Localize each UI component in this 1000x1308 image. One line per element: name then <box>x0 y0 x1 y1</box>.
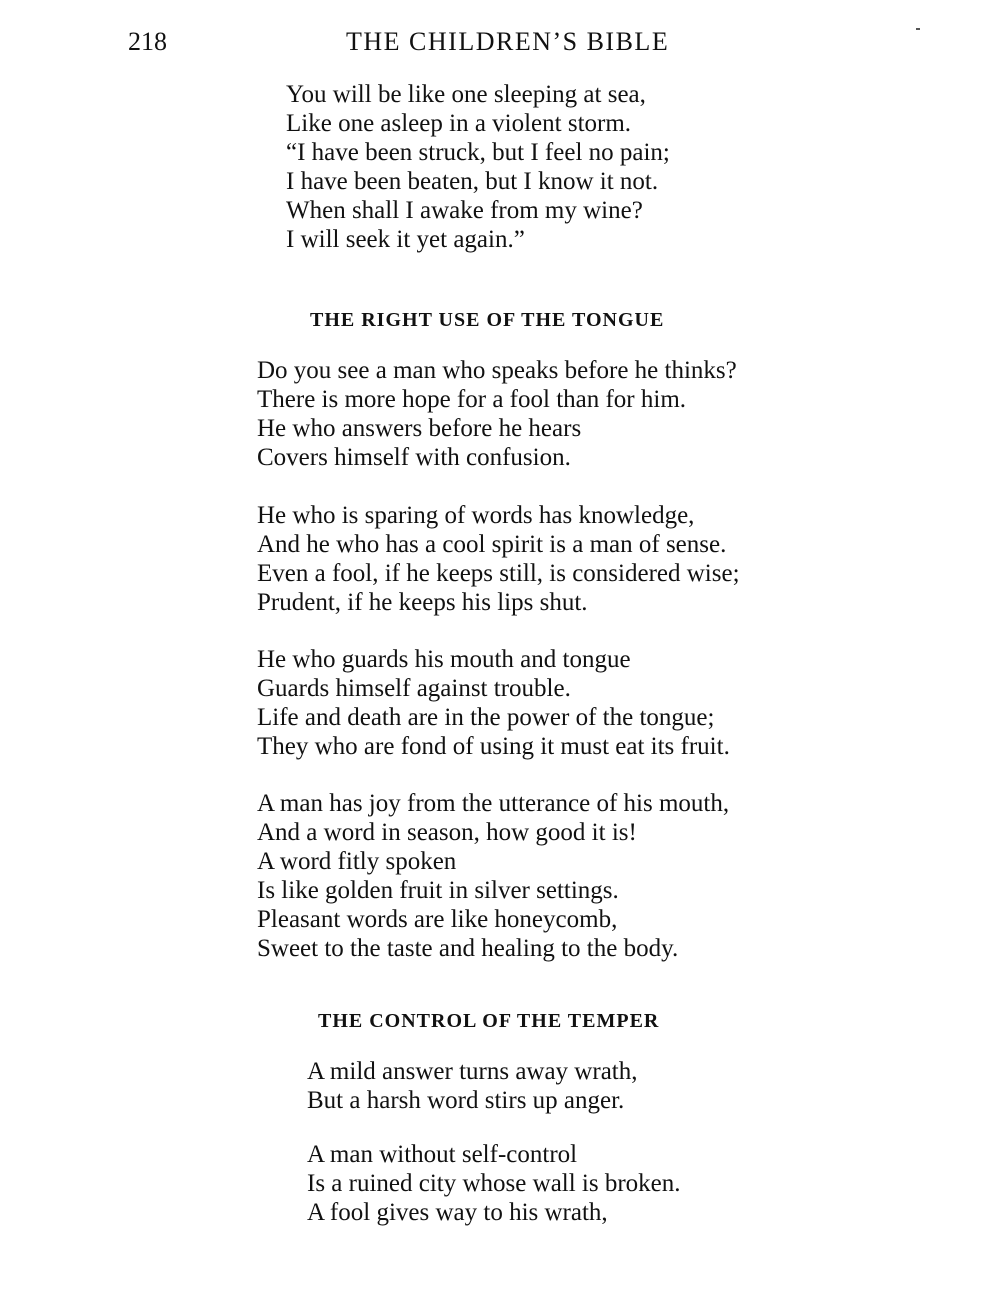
verse-line: Guards himself against trouble. <box>257 675 571 702</box>
opening-stanza <box>286 80 670 254</box>
section-heading-temper: THE CONTROL OF THE TEMPER <box>318 1010 660 1032</box>
temper-stanza-1 <box>307 1057 637 1115</box>
verse-line: He who guards his mouth and tongue <box>257 646 631 673</box>
running-title: THE CHILDREN’S BIBLE <box>346 27 670 56</box>
tongue-stanza-3 <box>257 645 730 761</box>
verse-line: And he who has a cool spirit is a man of sense. <box>257 531 727 558</box>
verse-line: There is more hope for a fool than for him. <box>257 386 687 413</box>
verse-line: “I have been struck, but I feel no pain; <box>286 139 670 166</box>
verse-line: But a harsh word stirs up anger. <box>307 1087 625 1114</box>
verse-line: A mild answer turns away wrath, <box>307 1058 638 1085</box>
verse-line: I have been beaten, but I know it not. <box>286 168 659 195</box>
verse-line: They who are fond of using it must eat its fruit. <box>257 733 730 760</box>
tongue-stanza-2 <box>257 501 740 617</box>
scan-speck <box>916 28 920 30</box>
verse-line: Is a ruined city whose wall is broken. <box>307 1170 681 1197</box>
verse-line: You will be like one sleeping at sea, <box>286 81 646 108</box>
temper-stanza-2 <box>307 1140 681 1227</box>
verse-line: Even a fool, if he keeps still, is considered wise; <box>257 560 740 587</box>
verse-line: I will seek it yet again.” <box>286 226 525 253</box>
verse-line: A man has joy from the utterance of his mouth, <box>257 790 730 817</box>
verse-line: When shall I awake from my wine? <box>286 197 643 224</box>
tongue-stanza-4 <box>257 789 729 963</box>
verse-line: He who is sparing of words has knowledge, <box>257 502 695 529</box>
verse-line: And a word in season, how good it is! <box>257 819 637 846</box>
tongue-stanza-1 <box>257 356 737 472</box>
verse-line: Like one asleep in a violent storm. <box>286 110 632 137</box>
verse-line: Is like golden fruit in silver settings. <box>257 877 619 904</box>
verse-line: A man without self-control <box>307 1141 578 1168</box>
verse-line: Prudent, if he keeps his lips shut. <box>257 589 588 616</box>
verse-line: A word fitly spoken <box>257 848 457 875</box>
verse-line: Do you see a man who speaks before he thinks? <box>257 357 737 384</box>
verse-line: Sweet to the taste and healing to the body. <box>257 935 679 962</box>
verse-line: Covers himself with confusion. <box>257 444 571 471</box>
verse-line: Pleasant words are like honeycomb, <box>257 906 618 933</box>
page-number: 218 <box>128 27 167 56</box>
verse-line: Life and death are in the power of the tongue; <box>257 704 715 731</box>
verse-line: A fool gives way to his wrath, <box>307 1199 608 1226</box>
section-heading-tongue: THE RIGHT USE OF THE TONGUE <box>310 309 665 331</box>
verse-line: He who answers before he hears <box>257 415 582 442</box>
